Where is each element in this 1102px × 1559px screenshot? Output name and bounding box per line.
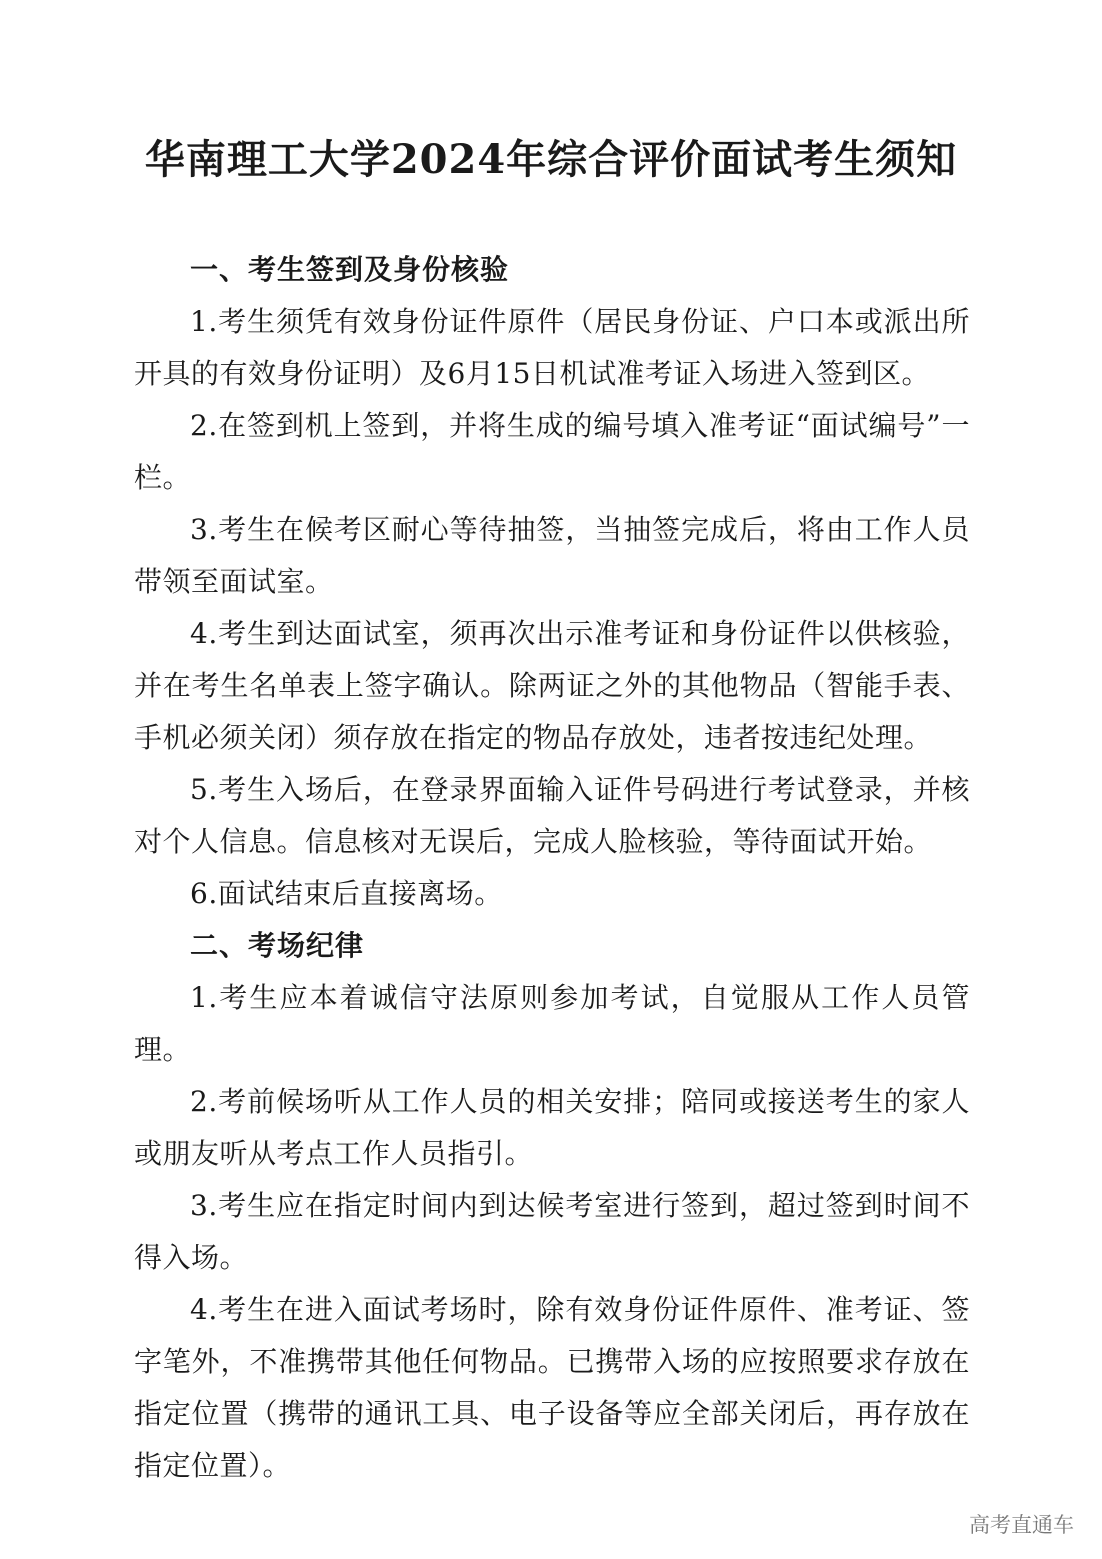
paragraph: 5.考生入场后，在登录界面输入证件号码进行考试登录，并核对个人信息。信息核对无误后，完成人脸核验，等待面试开始。 [134, 773, 970, 858]
paragraph: 1.考生须凭有效身份证件原件（居民身份证、户口本或派出所开具的有效身份证明）及6月15日机试准考证入场进入签到区。 [134, 305, 970, 390]
paragraph: 2.考前候场听从工作人员的相关安排；陪同或接送考生的家人或朋友听从考点工作人员指引。 [134, 1085, 970, 1170]
paragraph: 4.考生在进入面试考场时，除有效身份证件原件、准考证、签字笔外，不准携带其他任何物品。已携带入场的应按照要求存放在指定位置（携带的通讯工具、电子设备等应全部关闭后，再存放在指定位置）。 [134, 1293, 970, 1482]
paragraph: 3.考生在候考区耐心等待抽签，当抽签完成后，将由工作人员带领至面试室。 [134, 513, 970, 598]
section-heading: 一、考生签到及身份核验 [190, 253, 510, 286]
paragraph: 4.考生到达面试室，须再次出示准考证和身份证件以供核验，并在考生名单表上签字确认。除两证之外的其他物品（智能手表、手机必须关闭）须存放在指定的物品存放处，违者按违纪处理。 [134, 617, 970, 754]
paragraph: 3.考生应在指定时间内到达候考室进行签到，超过签到时间不得入场。 [134, 1189, 970, 1274]
paragraph: 1.考生应本着诚信守法原则参加考试，自觉服从工作人员管理。 [134, 981, 970, 1066]
paragraph: 6.面试结束后直接离场。 [190, 877, 503, 910]
document-body [134, 244, 970, 1492]
paragraph: 2.在签到机上签到，并将生成的编号填入准考证“面试编号”一栏。 [134, 409, 970, 494]
watermark-text: 高考直通车 [969, 1513, 1074, 1537]
document-title: 华南理工大学2024年综合评价面试考生须知 [144, 136, 958, 183]
section-heading: 二、考场纪律 [190, 929, 365, 962]
